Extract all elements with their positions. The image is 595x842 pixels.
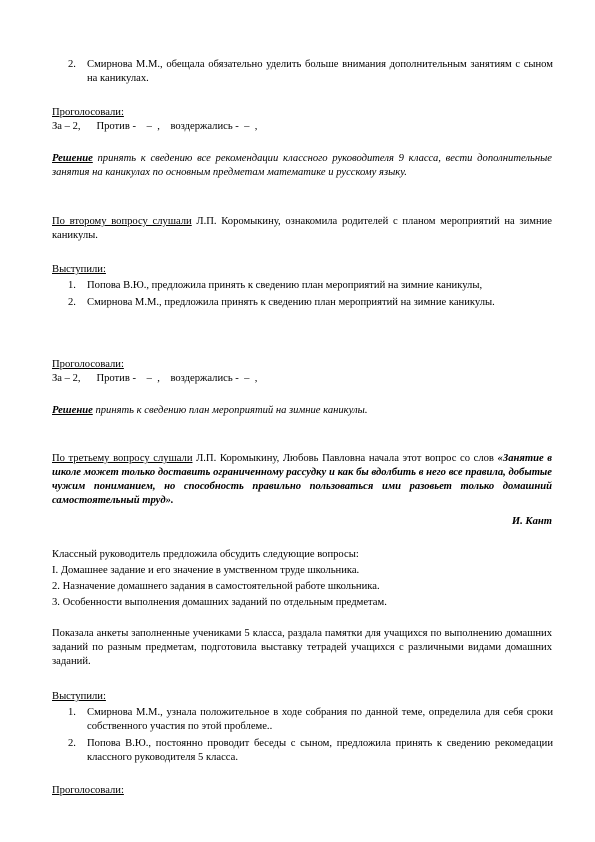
list-number: 2. <box>68 59 76 70</box>
decision-text: принять к сведению план мероприятий на зимние каникулы. <box>92 405 368 416</box>
list-text: Попова В.Ю., постоянно проводит беседы с сыном, предложила принять к сведению рекомедации классного руководителя 5 класса. <box>87 738 553 763</box>
speakers-list-2 <box>68 706 553 768</box>
kant-quote: «Занятие в школе может только доставить ограниченному рассудку и как бы вдолбить в него все правила, добытые чужим пониманием, но способность правильно пользоваться ими разовьет только домашний самостоятельный труд». <box>52 453 553 506</box>
question-3-label: По третьему вопросу слушали <box>52 453 193 464</box>
list-text: Смирнова М.М., обещала обязательно уделить больше внимания дополнительным занятиям с сыном на каникулах. <box>87 59 553 84</box>
decision-label: Решение <box>52 153 93 164</box>
list-item <box>68 279 553 293</box>
decision-block-1 <box>52 152 552 180</box>
question-3-text: Л.П. Коромыкину, Любовь Павловна начала этот вопрос со слов <box>192 453 498 464</box>
vote-block-2 <box>52 358 552 386</box>
speakers-label-2: Выступили: <box>52 691 106 702</box>
question-2-text: Л.П. Коромыкину, ознакомила родителей с планом мероприятий на зимние каникулы. <box>52 216 552 241</box>
vote-label: Проголосовали: <box>52 359 124 370</box>
anketa-paragraph: Показала анкеты заполненные учениками 5 класса, раздала памятки для учащихся по выполнению домашних заданий по разным предметам, подготовила выставку тетрадей учащихся с различными видами домашних заданий. <box>52 628 552 667</box>
list-text: Смирнова М.М., узнала положительное в ходе собрания по данной теме, определила для себя сроки собственного участия по этой проблеме.. <box>87 707 553 732</box>
vote-block-1 <box>52 106 552 134</box>
list-item <box>68 58 553 86</box>
list-item <box>68 737 553 765</box>
list-text: Смирнова М.М., предложила принять к сведению план мероприятий на зимние каникулы. <box>87 297 495 308</box>
list-top <box>68 58 553 89</box>
list-number: 1. <box>68 280 76 291</box>
list-number: 1. <box>68 707 76 718</box>
list-number: 2. <box>68 738 76 749</box>
decision-text: принять к сведению все рекомендации классного руководителя 9 класса, вести дополнительные занятия на каникулах по основным предметам математике и русскому языку. <box>52 153 552 178</box>
list-item <box>68 706 553 734</box>
list-item <box>68 296 553 310</box>
quote-author: И. Кант <box>511 516 552 527</box>
question-3-block <box>52 452 552 508</box>
vote-block-3 <box>52 784 552 798</box>
question-item: 2. Назначение домашнего задания в самостоятельной работе школьника. <box>52 581 380 592</box>
question-item: I. Домашнее задание и его значение в умственном труде школьника. <box>52 565 360 576</box>
question-2-label: По второму вопросу слушали <box>52 216 192 227</box>
decision-block-2 <box>52 404 552 418</box>
list-number: 2. <box>68 297 76 308</box>
vote-label: Проголосовали: <box>52 785 124 796</box>
speakers-list-1 <box>68 279 553 313</box>
quote-author-block <box>52 515 552 529</box>
question-2-block <box>52 215 552 243</box>
vote-label: Проголосовали: <box>52 107 124 118</box>
list-text: Попова В.Ю., предложила принять к сведению план мероприятий на зимние каникулы, <box>87 280 483 291</box>
vote-line: За – 2, Против - – , воздержались - – , <box>52 121 258 132</box>
speakers-label-1: Выступили: <box>52 264 106 275</box>
question-item: 3. Особенности выполнения домашних заданий по отдельным предметам. <box>52 597 387 608</box>
decision-label: Решение <box>52 405 93 416</box>
vote-line: За – 2, Против - – , воздержались - – , <box>52 373 258 384</box>
questions-intro: Классный руководитель предложила обсудить следующие вопросы: <box>52 549 359 560</box>
questions-block <box>52 548 552 610</box>
